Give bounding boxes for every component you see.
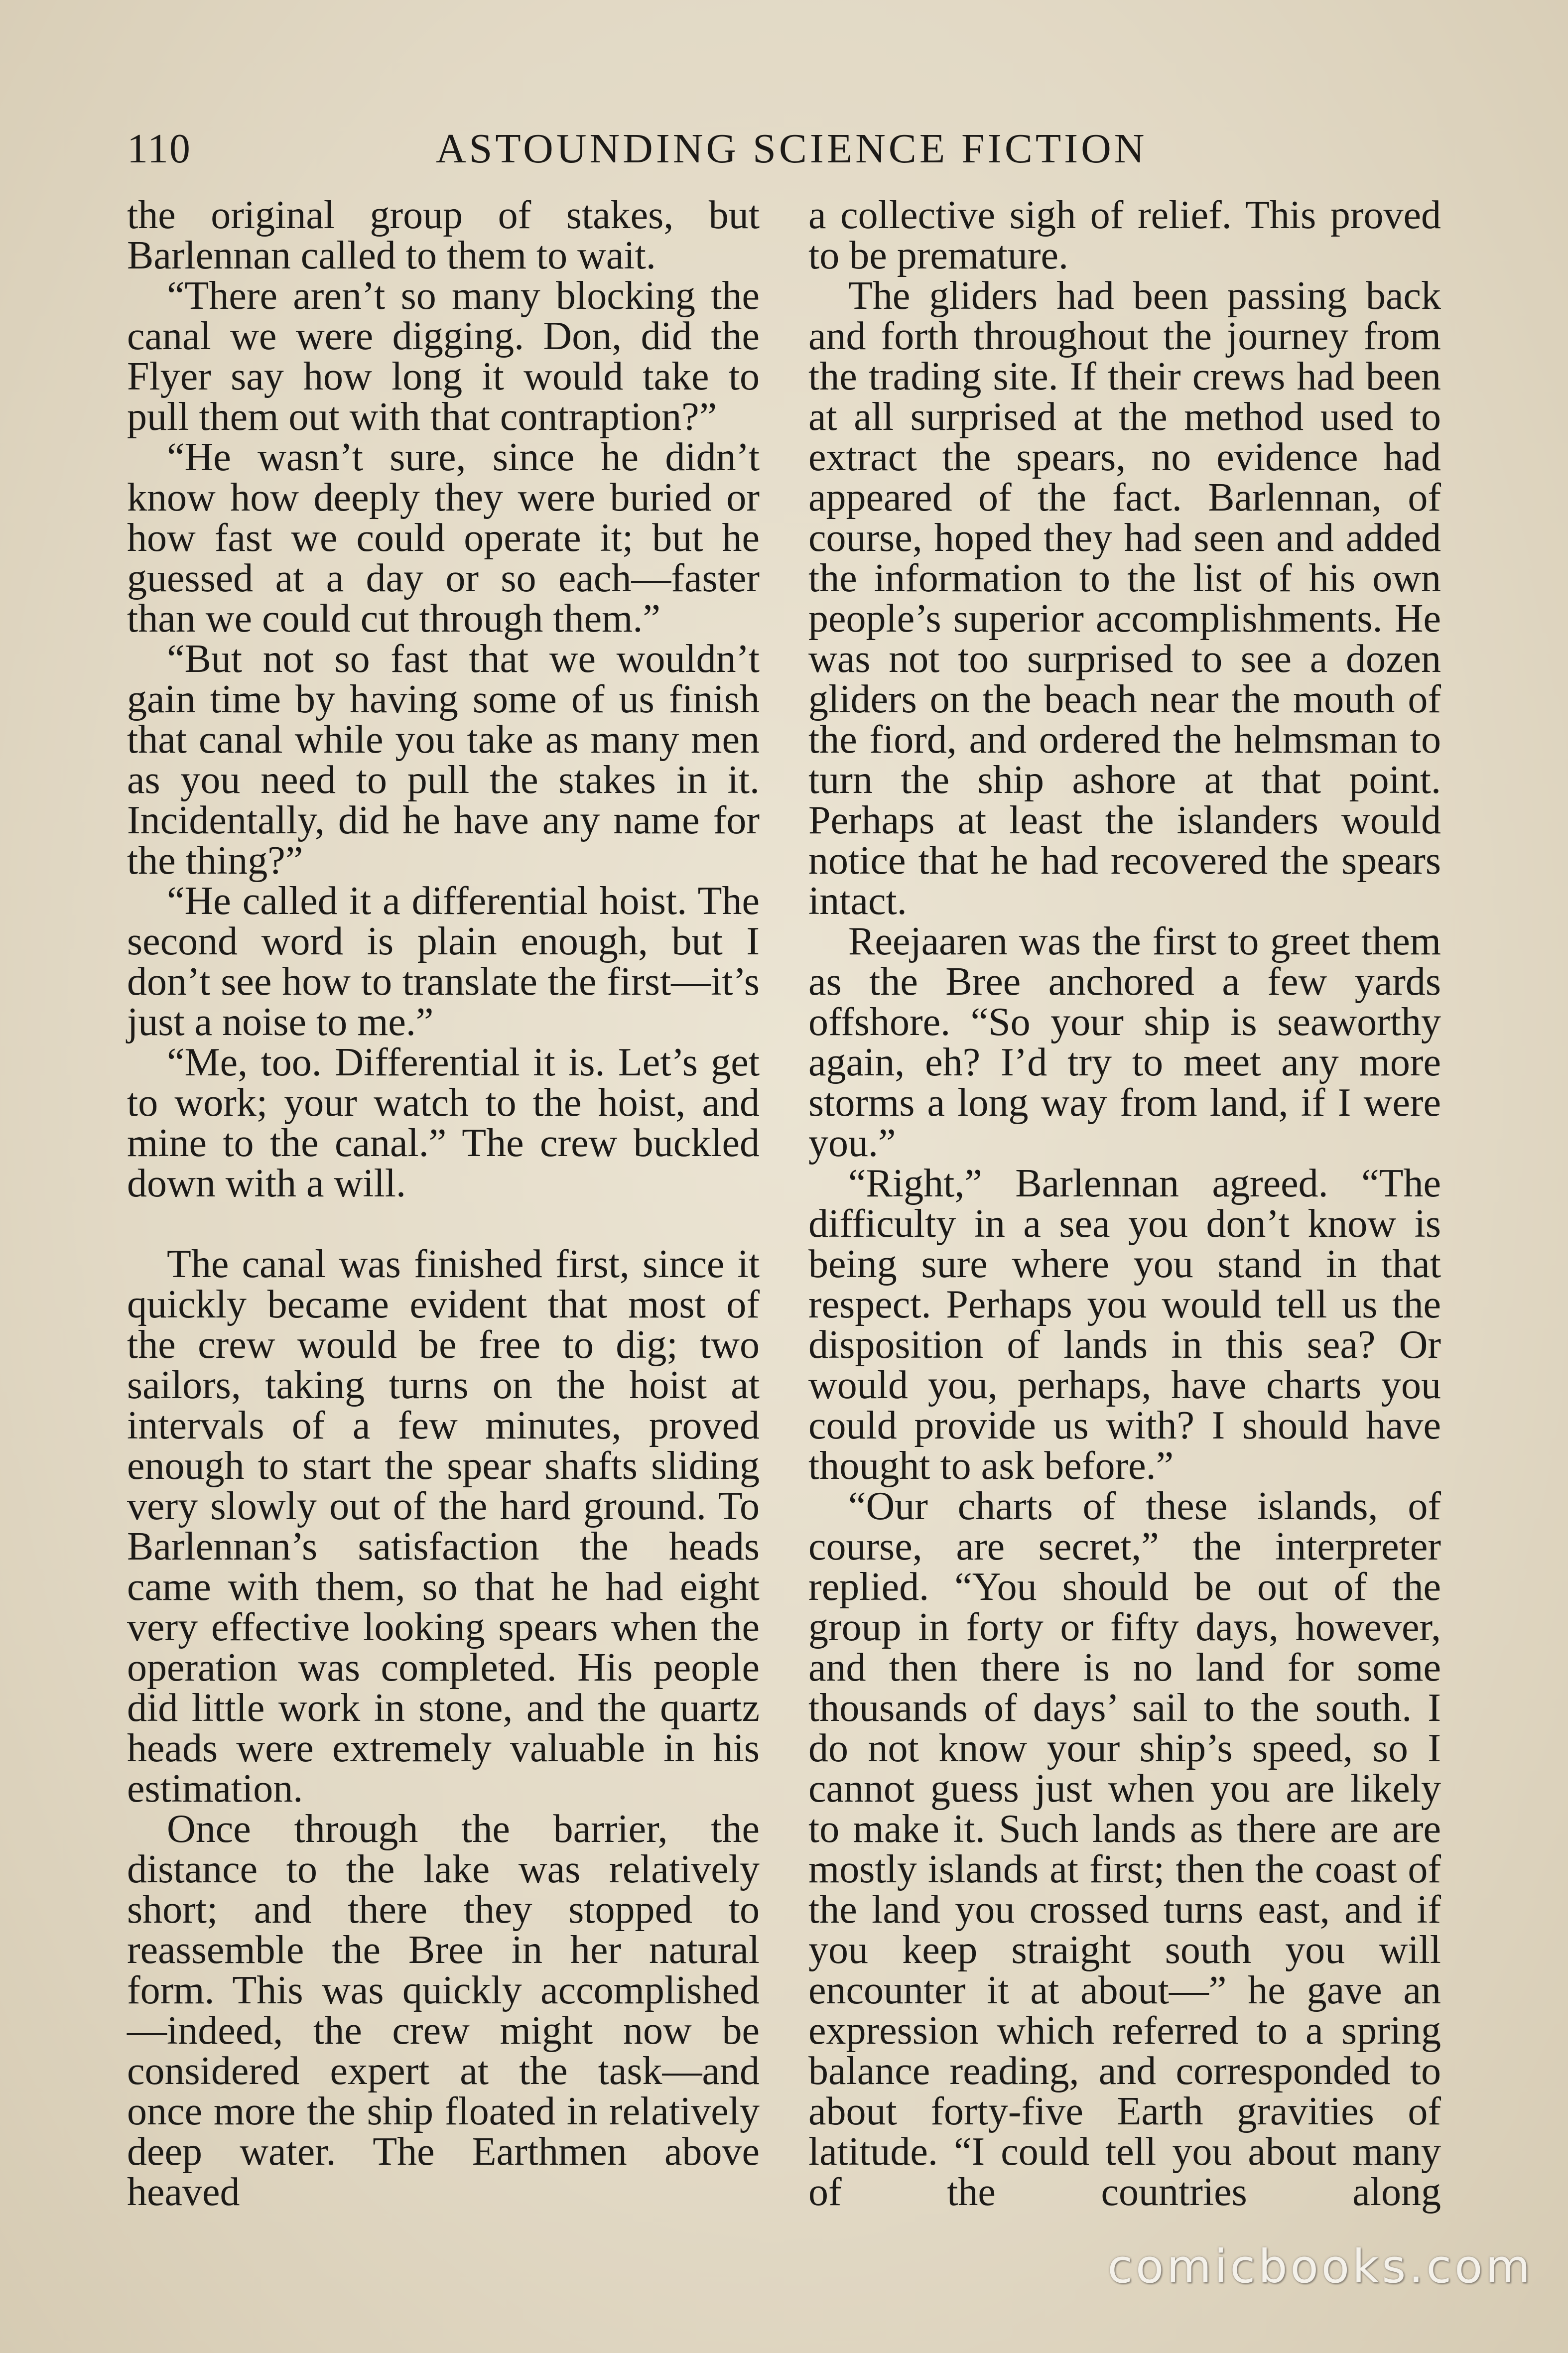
page-number: 110 (127, 126, 191, 172)
paragraph: The canal was finished first, since it quickly became evident that most of the crew would be free to dig; two sailors, taking turns on the hoist at intervals of a few minutes, proved enough to start the spear shafts sliding very slowly out of the hard ground. To Barlennan’s satisfaction the heads came with them, so that he had eight very effective looking spears when the operation was completed. His people did little work in stone, and the quartz heads were extremely valuable in his estimation. (127, 1242, 760, 1811)
paragraph: a collective sigh of relief. This proved to be premature. (808, 193, 1441, 277)
right-column (808, 195, 1441, 2213)
paragraph: “He called it a differential hoist. The second word is plain enough, but I don’t see how to translate the first—it’s just a noise to me.” (127, 879, 760, 1044)
paragraph: The gliders had been passing back and forth throughout the journey from the trading site. If their crews had been at all surprised at the method used to extract the spears, no evidence had appeared of the fact. Barlennan, of course, hoped they had seen and added the information to the list of his own people’s superior accomplishments. He was not too surprised to see a dozen gliders on the beach near the mouth of the fiord, and ordered the helmsman to turn the ship ashore at that point. Perhaps at least the islanders would notice that he had recovered the spears intact. (808, 274, 1441, 923)
page-header (127, 125, 1436, 179)
paragraph: “But not so fast that we wouldn’t gain time by having some of us finish that canal while you take as many men as you need to pull the stakes in it. Incidentally, did he have any name for the thing?” (127, 637, 760, 883)
paragraph: “There aren’t so many blocking the canal we were digging. Don, did the Flyer say how long it would take to pull them out with that contraption?” (127, 274, 760, 439)
paragraph: “Me, too. Differential it is. Let’s get to work; your watch to the hoist, and mine to the canal.” The crew buckled down with a will. (127, 1041, 760, 1205)
paragraph: “Right,” Barlennan agreed. “The difficulty in a sea you don’t know is being sure where you stand in that respect. Perhaps you would tell us the disposition of lands in this sea? Or would you, perhaps, have charts you could provide us with? I should have thought to ask before.” (808, 1162, 1441, 1488)
paragraph: Reejaaren was the first to greet them as the Bree anchored a few yards offshore. “So your ship is seaworthy again, eh? I’d try to meet any more storms a long way from land, if I were you.” (808, 919, 1441, 1165)
running-title: ASTOUNDING SCIENCE FICTION (436, 126, 1148, 172)
paragraph: “Our charts of these islands, of course, are secret,” the interpreter replied. “You should be out of the group in forty or fifty days, however, and then there is no land for some thousands of days’ sail to the south. I do not know your ship’s speed, so I cannot guess just when you are likely to make it. Such lands as there are are mostly islands at first; then the coast of the land you crossed turns east, and if you keep straight south you will encounter it at about—” he gave an expression which referred to a spring balance reading, and corresponded to about forty-five Earth gravities of latitude. “I could tell you about many of the countries along (808, 1484, 1441, 2214)
paragraph: the original group of stakes, but Barlennan called to them to wait. (127, 193, 760, 277)
left-column (127, 195, 760, 2213)
paragraph: “He wasn’t sure, since he didn’t know how deeply they were buried or how fast we could operate it; but he guessed at a day or so each—faster than we could cut through them.” (127, 435, 760, 641)
paragraph: Once through the barrier, the distance to the lake was relatively short; and there they stopped to reassemble the Bree in her natural form. This was quickly accomplished—indeed, the crew might now be considered expert at the task—and once more the ship floated in relatively deep water. The Earthmen above heaved (127, 1807, 760, 2214)
watermark: comicbooks.com (1107, 2240, 1533, 2293)
